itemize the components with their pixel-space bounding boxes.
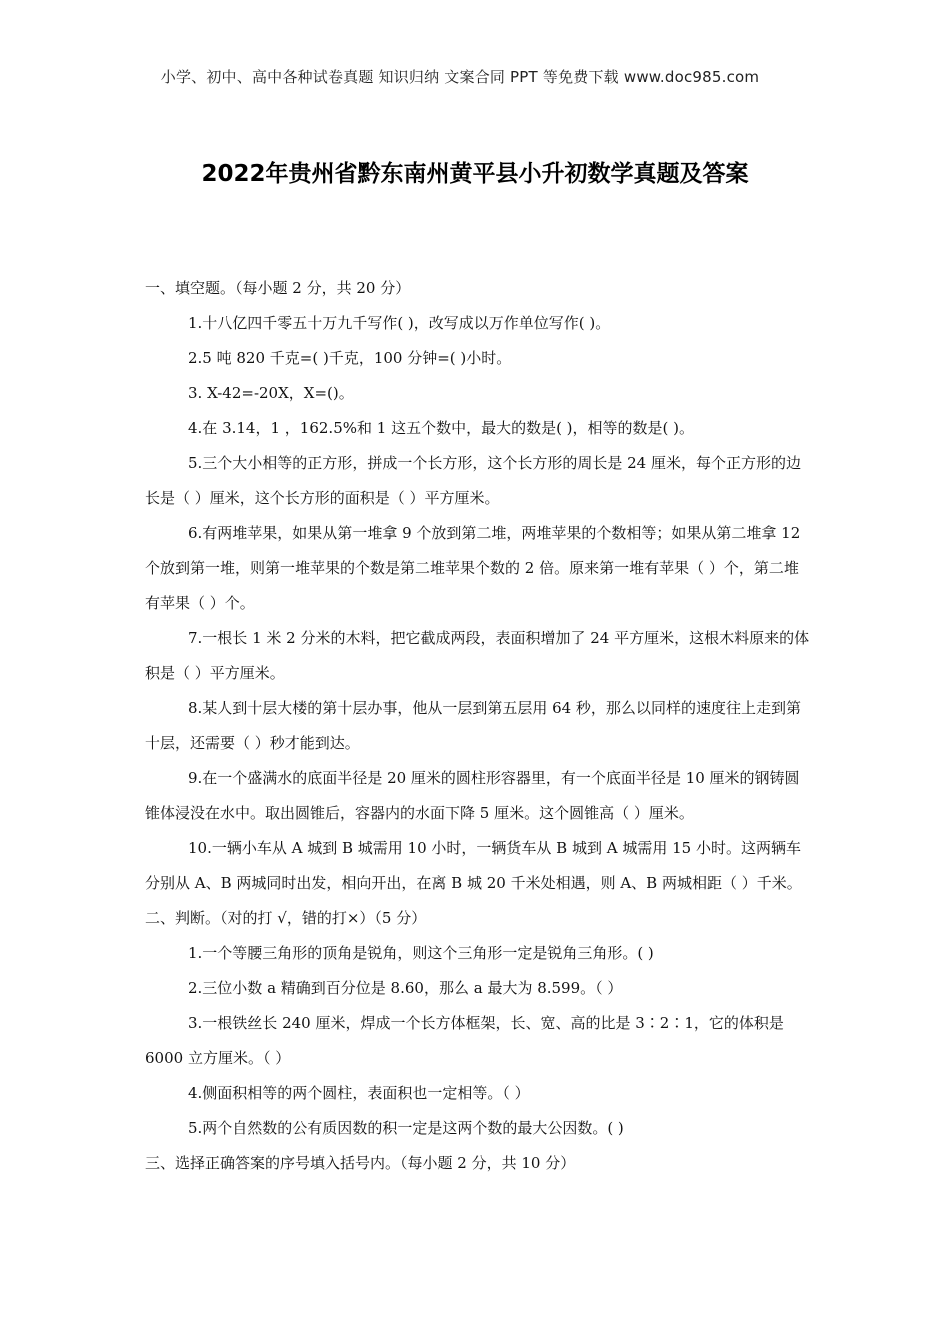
fill-blank-question-3: 3. X-42=-20X，X=()。 <box>188 384 354 402</box>
fill-blank-question-1: 1.十八亿四千零五十万九千写作( )，改写成以万作单位写作( )。 <box>188 314 611 332</box>
section-heading-multiple-choice: 三、选择正确答案的序号填入括号内。（每小题 2 分，共 10 分） <box>145 1154 576 1172</box>
true-false-question-3: 3.一根铁丝长 240 厘米，焊成一个长方体框架，长、宽、高的比是 3∶2∶1，它的体积是 6000 立方厘米。（ ） <box>145 1014 784 1067</box>
true-false-question-5: 5.两个自然数的公有质因数的积一定是这两个数的最大公因数。( ) <box>188 1119 624 1137</box>
site-header-line: 小学、初中、高中各种试卷真题 知识归纳 文案合同 PPT 等免费下载 www.doc985.com <box>160 68 760 86</box>
true-false-question-1: 1.一个等腰三角形的顶角是锐角，则这个三角形一定是锐角三角形。( ) <box>188 944 654 962</box>
document-title: 2022年贵州省黔东南州黄平县小升初数学真题及答案 <box>201 161 749 187</box>
true-false-question-2: 2.三位小数 a 精确到百分位是 8.60，那么 a 最大为 8.599。（ ） <box>188 979 623 997</box>
fill-blank-question-5: 5.三个大小相等的正方形，拼成一个长方形，这个长方形的周长是 24 厘米，每个正方形的边长是（ ）厘米，这个长方形的面积是（ ）平方厘米。 <box>145 454 801 507</box>
fill-blank-question-10: 10.一辆小车从 A 城到 B 城需用 10 小时，一辆货车从 B 城到 A 城需用 15 小时。这两辆车分别从 A、B 两城同时出发，相向开出，在离 B 城 20 千米处相遇，则 A、B 两城相距（ ）千米。 <box>145 839 802 892</box>
fill-blank-question-9: 9.在一个盛满水的底面半径是 20 厘米的圆柱形容器里，有一个底面半径是 10 厘米的钢铸圆锥体浸没在水中。取出圆锥后，容器内的水面下降 5 厘米。这个圆锥高（ ）厘米。 <box>145 769 800 822</box>
fill-blank-question-2: 2.5 吨 820 千克=( )千克，100 分钟=( )小时。 <box>188 349 512 367</box>
section-heading-true-false: 二、判断。（对的打 √，错的打×）（5 分） <box>145 909 427 927</box>
section-heading-fill-blank: 一、填空题。（每小题 2 分，共 20 分） <box>145 279 411 297</box>
true-false-question-4: 4.侧面积相等的两个圆柱，表面积也一定相等。（ ） <box>188 1084 530 1102</box>
fill-blank-question-8: 8.某人到十层大楼的第十层办事，他从一层到第五层用 64 秒，那么以同样的速度往上走到第十层，还需要（ ）秒才能到达。 <box>145 699 801 752</box>
document-body <box>145 271 810 1181</box>
fill-blank-question-4: 4.在 3.14，1 ，162.5%和 1 这五个数中，最大的数是( )，相等的数是( )。 <box>188 419 695 437</box>
fill-blank-question-6: 6.有两堆苹果，如果从第一堆拿 9 个放到第二堆，两堆苹果的个数相等；如果从第二堆拿 12 个放到第一堆，则第一堆苹果的个数是第二堆苹果个数的 2 倍。原来第一堆有苹果（ ）个，第二堆有苹果（ ）个。 <box>145 524 801 612</box>
fill-blank-question-7: 7.一根长 1 米 2 分米的木料，把它截成两段，表面积增加了 24 平方厘米，这根木料原来的体积是（ ）平方厘米。 <box>145 629 810 682</box>
